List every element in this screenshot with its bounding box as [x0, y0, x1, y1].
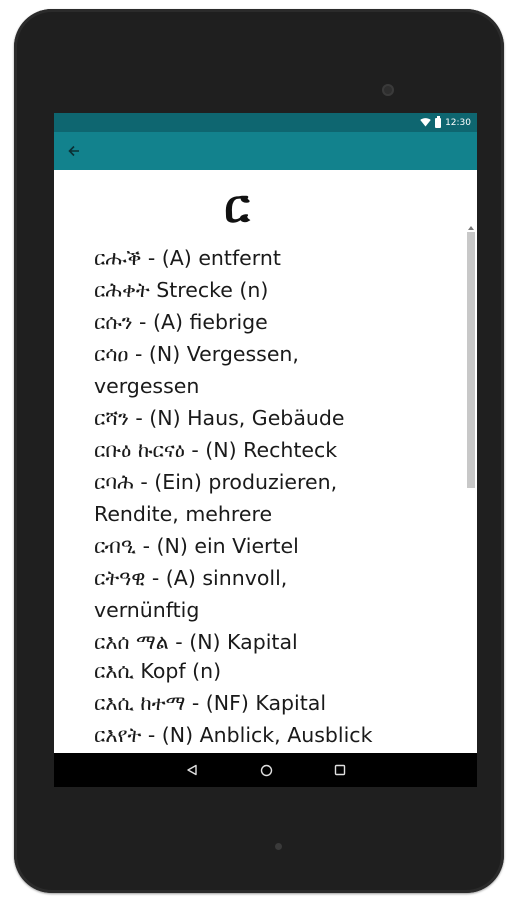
list-item[interactable]: ርሑቕ - (A) entfernt — [94, 246, 281, 270]
scrollbar-thumb[interactable] — [467, 232, 475, 488]
device-screen — [54, 113, 477, 787]
dictionary-content[interactable] — [54, 170, 477, 753]
nav-home-icon — [260, 764, 273, 777]
list-item[interactable]: ርሕቀት Strecke (n) — [94, 278, 269, 302]
list-item[interactable]: ርሻን - (N) Haus, Gebäude — [94, 406, 345, 430]
status-time: 12:30 — [445, 117, 471, 128]
list-item[interactable]: ርትዓዊ - (A) sinnvoll, — [94, 566, 288, 590]
list-item[interactable]: ርሳዐ - (N) Vergessen, — [94, 342, 299, 366]
status-icons — [420, 116, 471, 129]
list-item[interactable]: ርባሕ - (Ein) produzieren, — [94, 470, 338, 494]
list-item[interactable]: ርሱን - (A) fiebrige — [94, 310, 268, 334]
battery-icon — [435, 118, 441, 128]
nav-recents-icon — [334, 764, 346, 776]
front-camera — [382, 84, 394, 96]
wifi-icon — [420, 118, 431, 127]
entry-list — [94, 242, 424, 751]
list-item-continuation[interactable]: Rendite, mehrere — [94, 502, 273, 526]
app-bar — [54, 132, 477, 170]
list-item[interactable]: ርእሲ ከተማ - (NF) Kapital — [94, 691, 327, 715]
navigation-bar — [54, 753, 477, 787]
nav-back-button[interactable] — [183, 761, 201, 779]
list-item[interactable]: ርእየት - (N) Anblick, Ausblick — [94, 723, 373, 747]
scrollbar[interactable] — [467, 232, 475, 753]
list-item[interactable]: ርብዒ - (N) ein Viertel — [94, 534, 299, 558]
nav-back-icon — [186, 764, 198, 776]
nav-recents-button[interactable] — [331, 761, 349, 779]
list-item-continuation[interactable]: vernünftig — [94, 598, 200, 622]
device-sensor — [275, 843, 282, 850]
back-button[interactable] — [62, 140, 86, 162]
list-item-continuation[interactable]: vergessen — [94, 374, 200, 398]
letter-heading: ር — [224, 179, 250, 233]
scroll-up-icon[interactable] — [468, 226, 474, 230]
arrow-back-icon — [68, 145, 80, 157]
list-item[interactable]: ርእሲ Kopf (n) — [94, 659, 222, 683]
list-item[interactable]: ርእሰ ማል - (N) Kapital — [94, 630, 298, 654]
nav-home-button[interactable] — [257, 761, 275, 779]
status-bar — [54, 113, 477, 132]
list-item[interactable]: ርቡዕ ኩርናዕ - (N) Rechteck — [94, 438, 338, 462]
